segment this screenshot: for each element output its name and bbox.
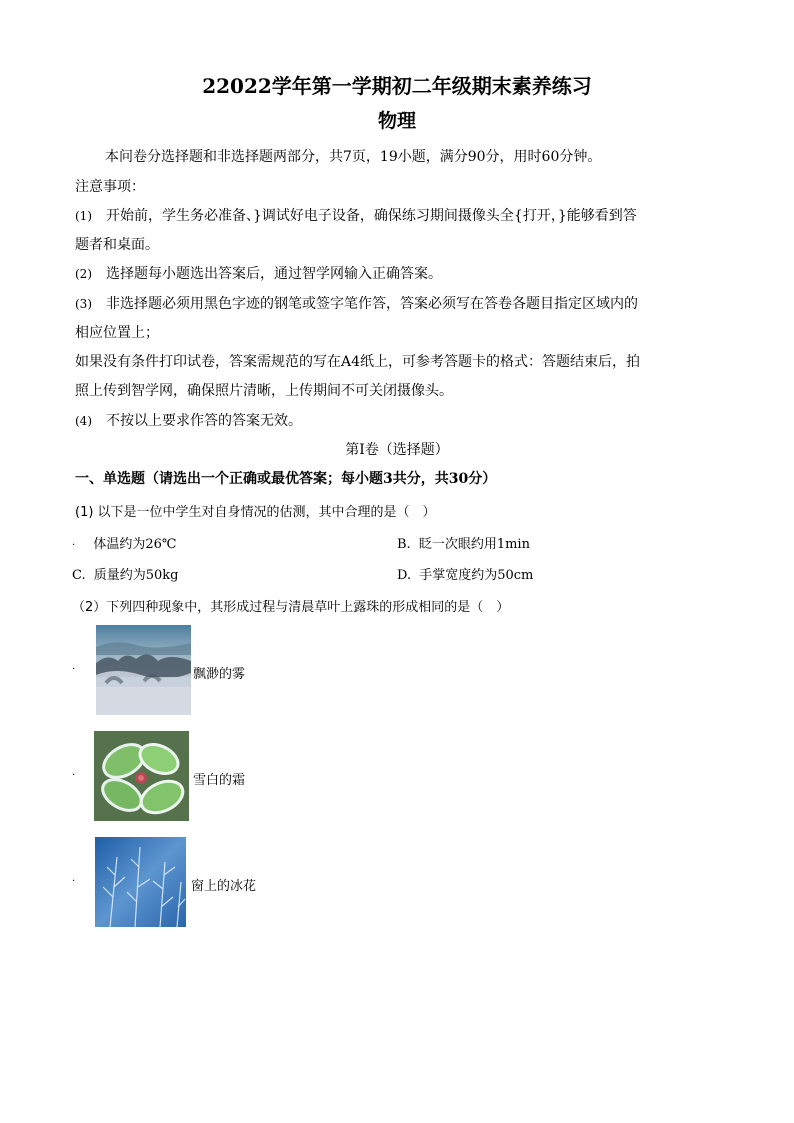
q2-option-a-marker: ·	[72, 664, 76, 675]
fog-image	[96, 625, 191, 715]
option-marker: C.	[72, 568, 86, 583]
q1-option-c[interactable]	[72, 564, 179, 583]
part-one-heading: 一、单选题（请选出一个正确或最优答案；每小题3共分，共30分）	[75, 471, 497, 487]
q1-option-d[interactable]	[397, 564, 533, 583]
note-2	[75, 263, 442, 283]
q1-option-a[interactable]	[72, 533, 176, 552]
note-3	[75, 293, 638, 313]
note-text: 非选择题必须用黑色字迹的钢笔或签字笔作答，答案必须写在答卷各题目指定区域内的	[106, 296, 638, 312]
note-3-cont: 相应位置上；	[75, 325, 159, 341]
note-4	[75, 410, 302, 430]
note-number: (2)	[75, 267, 92, 281]
q1-option-b[interactable]	[397, 533, 530, 552]
note-1-cont: 题者和桌面。	[75, 237, 159, 253]
exam-subject: 物理	[377, 110, 416, 132]
q2-option-a-caption: 飘渺的雾	[193, 667, 246, 682]
note-3b-cont: 照上传到智学网，确保照片清晰，上传期间不可关闭摄像头。	[75, 383, 453, 399]
note-text: 选择题每小题选出答案后，通过智学网输入正确答案。	[106, 266, 442, 282]
option-marker: ·	[72, 540, 76, 551]
option-text: 体温约为26℃	[93, 537, 177, 552]
q2-option-b-marker: ·	[72, 770, 76, 781]
note-number: (4)	[75, 414, 92, 428]
option-marker: D.	[397, 568, 412, 583]
option-text: 质量约为50kg	[93, 568, 179, 583]
frost-leaf-photo[interactable]	[94, 731, 189, 821]
window-ice-image	[95, 837, 186, 927]
note-number: (3)	[75, 297, 92, 311]
intro-line: 本问卷分选择题和非选择题两部分，共7页，19小题，满分90分，用时60分钟。	[105, 149, 602, 165]
fog-photo[interactable]	[96, 625, 191, 715]
notice-label: 注意事项：	[75, 179, 145, 195]
option-marker: B.	[397, 537, 411, 552]
exam-title: 22022学年第一学期初二年级期末素养练习	[202, 74, 592, 98]
q2-option-c-marker: ·	[72, 876, 76, 887]
note-1	[75, 205, 637, 225]
option-text: 手掌宽度约为50cm	[419, 568, 534, 583]
q2-option-b-caption: 雪白的霜	[193, 773, 246, 788]
note-number: (1)	[75, 209, 92, 223]
frost-leaf-image	[94, 731, 189, 821]
note-3b: 如果没有条件打印试卷，答案需规范的写在A4纸上，可参考答题卡的格式：答题结束后，拍	[75, 354, 641, 370]
q1-stem: (1) 以下是一位中学生对自身情况的估测，其中合理的是（ ）	[75, 505, 436, 520]
option-text: 眨一次眼约用1min	[418, 537, 530, 552]
section-title: 第Ⅰ卷（选择题）	[345, 442, 449, 458]
note-text: 不按以上要求作答的答案无效。	[106, 413, 302, 429]
note-text: 开始前，学生务必准备、}调试好电子设备，确保练习期间摄像头全{打开，}能够看到答	[106, 208, 637, 224]
q2-option-c-caption: 窗上的冰花	[191, 879, 257, 894]
window-ice-photo[interactable]	[95, 837, 190, 927]
q2-stem: （2）下列四种现象中，其形成过程与清晨草叶上露珠的形成相同的是（ ）	[72, 600, 510, 615]
